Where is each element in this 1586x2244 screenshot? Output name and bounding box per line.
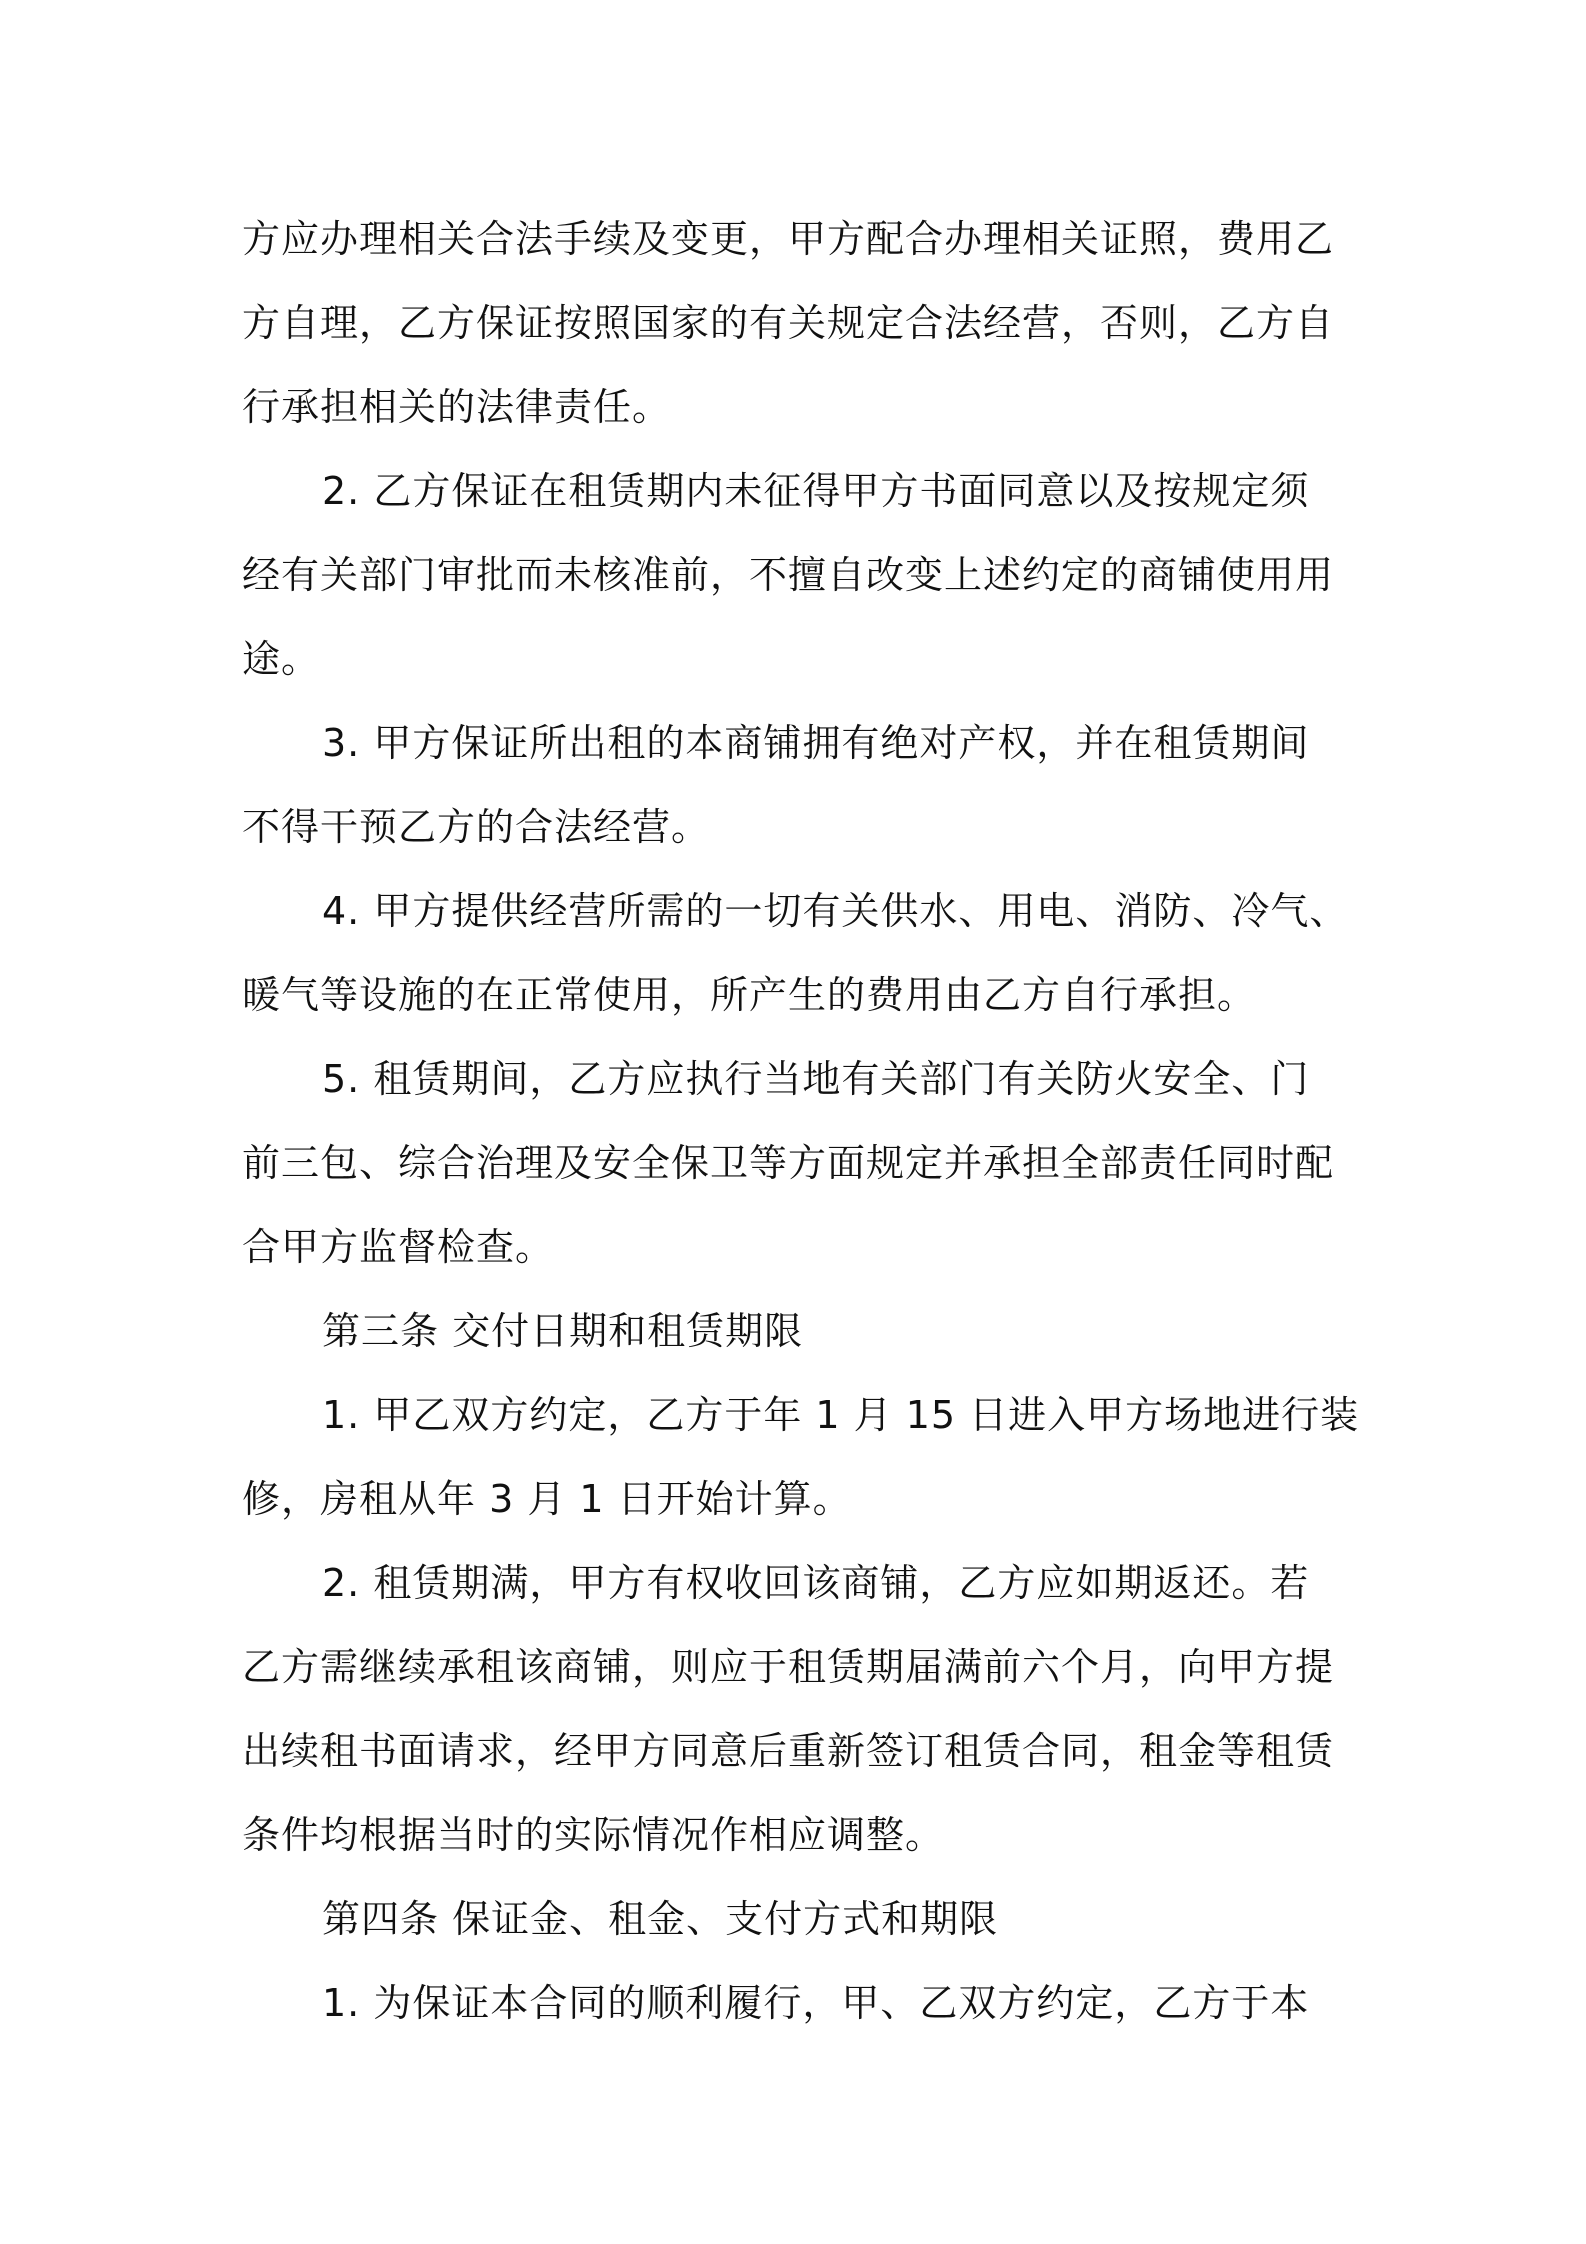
- text-line: 出续租书面请求，经甲方同意后重新签订租赁合同，租金等租赁: [242, 1729, 1335, 1773]
- text-line: 暖气等设施的在正常使用，所产生的费用由乙方自行承担。: [242, 973, 1257, 1017]
- clause-3-start: 3. 甲方保证所出租的本商铺拥有绝对产权，并在租赁期间: [322, 721, 1310, 765]
- text-line: 行承担相关的法律责任。: [242, 385, 672, 429]
- article-3-clause-1-start: 1. 甲乙双方约定，乙方于年 1 月 15 日进入甲方场地进行装: [322, 1393, 1360, 1437]
- text-line: 经有关部门审批而未核准前，不擅自改变上述约定的商铺使用用: [242, 553, 1335, 597]
- text-line: 条件均根据当时的实际情况作相应调整。: [242, 1813, 945, 1857]
- text-line: 前三包、综合治理及安全保卫等方面规定并承担全部责任同时配: [242, 1141, 1335, 1185]
- contract-text: [242, 197, 1362, 2045]
- clause-4-start: 4. 甲方提供经营所需的一切有关供水、用电、消防、冷气、: [322, 889, 1349, 933]
- article-4-heading: 第四条 保证金、租金、支付方式和期限: [322, 1897, 999, 1941]
- article-3-heading: 第三条 交付日期和租赁期限: [322, 1309, 804, 1353]
- text-line: 方应办理相关合法手续及变更，甲方配合办理相关证照，费用乙: [242, 217, 1335, 261]
- clause-5-start: 5. 租赁期间，乙方应执行当地有关部门有关防火安全、门: [322, 1057, 1310, 1101]
- article-4-clause-1-start: 1. 为保证本合同的顺利履行，甲、乙双方约定，乙方于本: [322, 1981, 1310, 2025]
- text-line: 合甲方监督检查。: [242, 1225, 555, 1269]
- text-line: 方自理，乙方保证按照国家的有关规定合法经营，否则，乙方自: [242, 301, 1335, 345]
- text-line: 不得干预乙方的合法经营。: [242, 805, 711, 849]
- clause-2-start: 2. 乙方保证在租赁期内未征得甲方书面同意以及按规定须: [322, 469, 1310, 513]
- article-3-clause-2-start: 2. 租赁期满，甲方有权收回该商铺，乙方应如期返还。若: [322, 1561, 1310, 1605]
- text-line: 修，房租从年 3 月 1 日开始计算。: [242, 1477, 852, 1521]
- text-line: 乙方需继续承租该商铺，则应于租赁期届满前六个月，向甲方提: [242, 1645, 1335, 1689]
- text-line: 途。: [242, 637, 321, 681]
